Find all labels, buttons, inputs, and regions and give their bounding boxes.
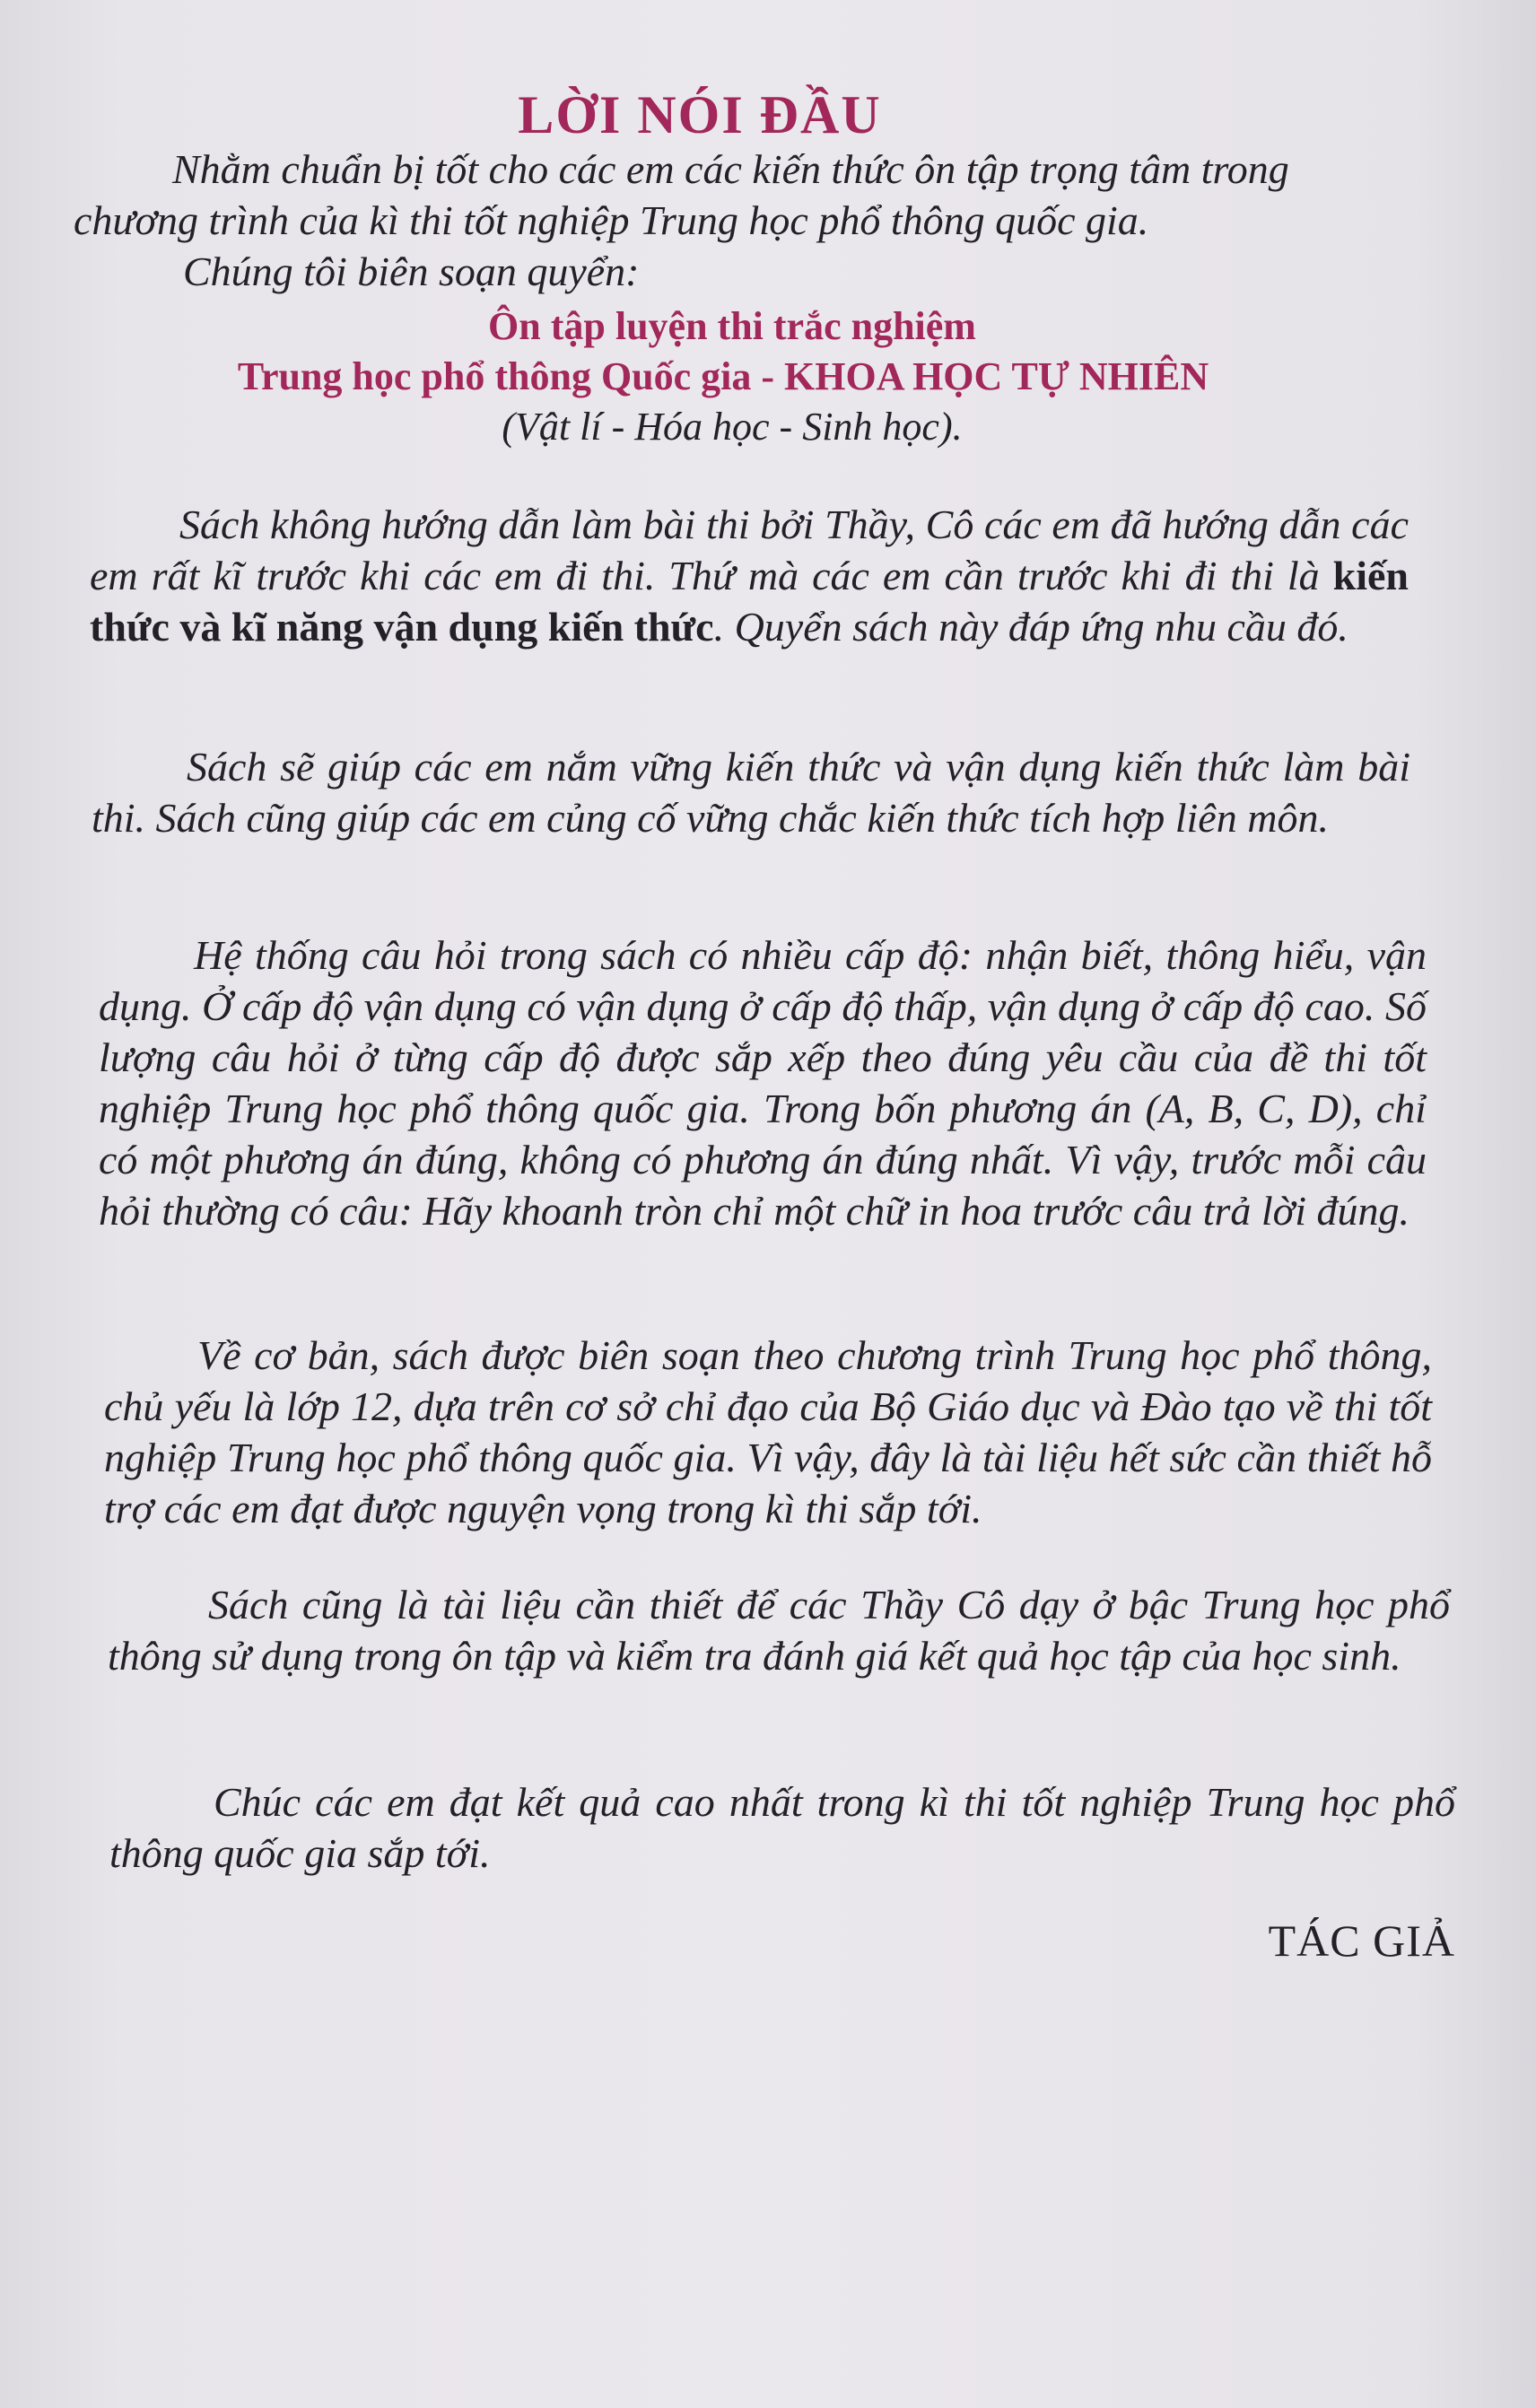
paragraph-1-text-b: . Quyển sách này đáp ứng nhu cầu đó. — [713, 604, 1348, 650]
paragraph-1 — [90, 499, 1409, 652]
intro-line-2: chương trình của kì thi tốt nghiệp Trung học phổ thông quốc gia. — [74, 197, 1149, 243]
paragraph-5 — [108, 1579, 1450, 1681]
page-title: LỜI NÓI ĐẦU — [518, 85, 882, 144]
intro-paragraph — [74, 144, 1383, 297]
book-subjects: (Vật lí - Hóa học - Sinh học). — [502, 405, 963, 449]
paragraph-3 — [99, 929, 1427, 1236]
intro-line-1: Nhằm chuẩn bị tốt cho các em các kiến thức ôn tập trọng tâm trong — [172, 146, 1289, 192]
paragraph-6 — [109, 1776, 1455, 1879]
paragraph-2-text: Sách sẽ giúp các em nắm vững kiến thức và vận dụng kiến thức làm bài thi. Sách cũng giúp các em củng cố vững chắc kiến thức tích hợp liên môn. — [92, 744, 1410, 841]
paragraph-2 — [92, 741, 1410, 843]
book-title-line-1: Ôn tập luyện thi trắc nghiệm — [488, 304, 976, 348]
book-title-line-2: Trung học phổ thông Quốc gia - KHOA HỌC TỰ NHIÊN — [237, 354, 1209, 398]
paragraph-1-text-a: Sách không hướng dẫn làm bài thi bởi Thầy, Cô các em đã hướng dẫn các em rất kĩ trước khi các em đi thi. Thứ mà các em cần trước khi đi thi là — [90, 502, 1409, 598]
paragraph-5-text: Sách cũng là tài liệu cần thiết để các Thầy Cô dạy ở bậc Trung học phổ thông sử dụng trong ôn tập và kiểm tra đánh giá kết quả học tập của học sinh. — [108, 1582, 1450, 1679]
paragraph-4-text: Về cơ bản, sách được biên soạn theo chương trình Trung học phổ thông, chủ yếu là lớp 12, dựa trên cơ sở chỉ đạo của Bộ Giáo dục và Đào tạo về thi tốt nghiệp Trung học phổ thông quốc gia. Vì vậy, đây là tài liệu hết sức cần thiết hỗ trợ các em đạt được nguyện vọng trong kì thi sắp tới. — [104, 1332, 1432, 1531]
paragraph-6-text: Chúc các em đạt kết quả cao nhất trong kì thi tốt nghiệp Trung học phổ thông quốc gia sắp tới. — [109, 1779, 1455, 1876]
paragraph-3-text: Hệ thống câu hỏi trong sách có nhiều cấp độ: nhận biết, thông hiểu, vận dụng. Ở cấp độ vận dụng có vận dụng ở cấp độ thấp, vận dụng ở cấp độ cao. Số lượng câu hỏi ở từng cấp độ được sắp xếp theo đúng yêu cầu của đề thi tốt nghiệp Trung học phổ thông quốc gia. Trong bốn phương án (A, B, C, D), chỉ có một phương án đúng, không có phương án đúng nhất. Vì vậy, trước mỗi câu hỏi thường có câu: Hãy khoanh tròn chỉ một chữ in hoa trước câu trả lời đúng. — [99, 932, 1427, 1234]
paragraph-1-emphasis: kiến thức và kĩ năng vận dụng kiến thức — [90, 553, 1409, 650]
author-signature: TÁC GIẢ — [1268, 1915, 1455, 1966]
intro-line-3: Chúng tôi biên soạn quyển: — [183, 249, 640, 294]
paragraph-4 — [104, 1330, 1432, 1534]
